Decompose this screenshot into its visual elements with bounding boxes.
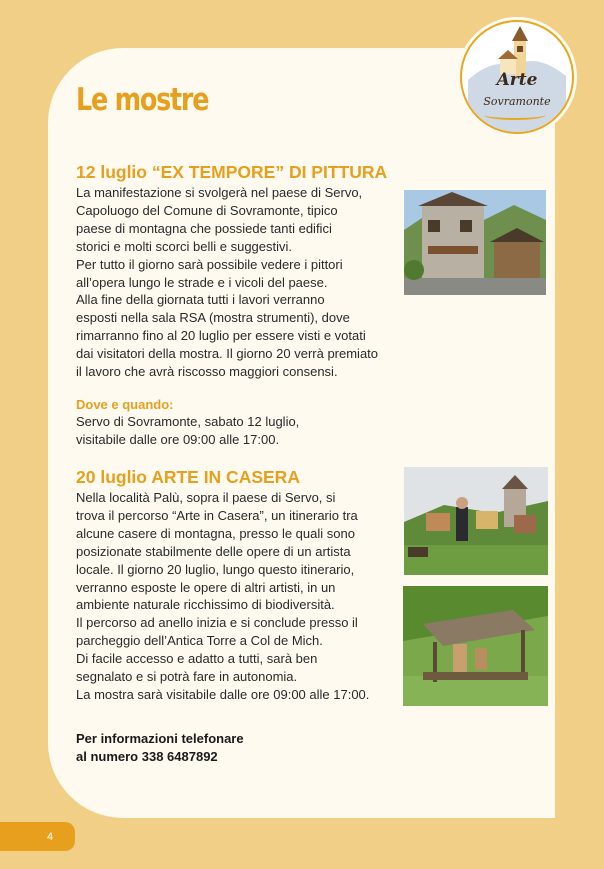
contact-line: Per informazioni telefonare bbox=[76, 731, 244, 746]
body-line: verranno esposte le opere di altri artisti, in un bbox=[76, 579, 336, 595]
body-line: paese di montagna che possiede tanti edifici bbox=[76, 220, 332, 236]
body-line: segnalato e si potrà fare in autonomia. bbox=[76, 669, 298, 685]
body-line: parcheggio dell’Antica Torre a Col de Mich. bbox=[76, 633, 323, 649]
body-line: locale. Il giorno 20 luglio, lungo questo itinerario, bbox=[76, 561, 355, 577]
body-line: Capoluogo del Comune di Sovramonte, tipico bbox=[76, 202, 338, 218]
body-line: Di facile accesso e adatto a tutti, sarà ben bbox=[76, 651, 318, 667]
body-line: La manifestazione si svolgerà nel paese di Servo, bbox=[76, 185, 363, 200]
body-line: Nella località Palù, sopra il paese di Servo, si bbox=[76, 490, 336, 505]
where-when-label: Dove e quando: bbox=[76, 397, 174, 412]
body-line: storici e molti scorci belli e suggestivi. bbox=[76, 238, 293, 254]
body-line: La mostra sarà visitabile dalle ore 09:00 alle 17:00. bbox=[76, 686, 370, 702]
body-line: dai visitatori della mostra. Il giorno 20 verrà premiato bbox=[76, 346, 379, 362]
page-number-tab bbox=[0, 822, 75, 851]
body-line: rimarranno fino al 20 luglio per essere visti e votati bbox=[76, 328, 366, 344]
body-line: alcune casere di montagna, presso le quali sono bbox=[76, 525, 355, 541]
body-line: Il percorso ad anello inizia e si conclude presso il bbox=[76, 615, 358, 631]
body-line: il lavoro che avrà riscosso maggiori consensi. bbox=[76, 364, 338, 380]
logo-title: Arte bbox=[496, 70, 538, 90]
section-2-heading: 20 luglio ARTE IN CASERA bbox=[76, 467, 300, 487]
outdoor-exhibition-photo bbox=[404, 467, 548, 575]
body-line: visitabile dalle ore 09:00 alle 17:00. bbox=[76, 431, 280, 447]
body-line: Servo di Sovramonte, sabato 12 luglio, bbox=[76, 414, 300, 429]
body-line: ambiente naturale ricchissimo di biodiversità. bbox=[76, 597, 335, 613]
where-when-body bbox=[76, 413, 299, 449]
contact-phone: al numero 338 6487892 bbox=[76, 749, 218, 764]
logo-subtitle: Sovramonte bbox=[483, 95, 551, 108]
page-number: 4 bbox=[47, 831, 54, 843]
body-line: Alla fine della giornata tutti i lavori verranno bbox=[76, 292, 325, 308]
page-title: Le mostre bbox=[76, 82, 209, 118]
logo-swoosh bbox=[484, 110, 546, 120]
section-2-body bbox=[76, 489, 369, 704]
body-line: Per tutto il giorno sarà possibile vedere i pittori bbox=[76, 256, 343, 272]
body-line: esposti nella sala RSA (mostra strumenti), dove bbox=[76, 310, 350, 326]
contact-info bbox=[76, 730, 244, 766]
body-line: posizionate stabilmente delle opere di un artista bbox=[76, 543, 351, 559]
section-1-body bbox=[76, 184, 378, 381]
arte-sovramonte-logo bbox=[460, 20, 574, 134]
body-line: trova il percorso “Arte in Casera”, un itinerario tra bbox=[76, 507, 358, 523]
wooden-shelter-photo bbox=[403, 586, 548, 706]
servo-village-photo bbox=[404, 190, 546, 295]
section-1-heading: 12 luglio “EX TEMPORE” DI PITTURA bbox=[76, 162, 388, 182]
body-line: all’opera lungo le strade e i vicoli del paese. bbox=[76, 274, 328, 290]
